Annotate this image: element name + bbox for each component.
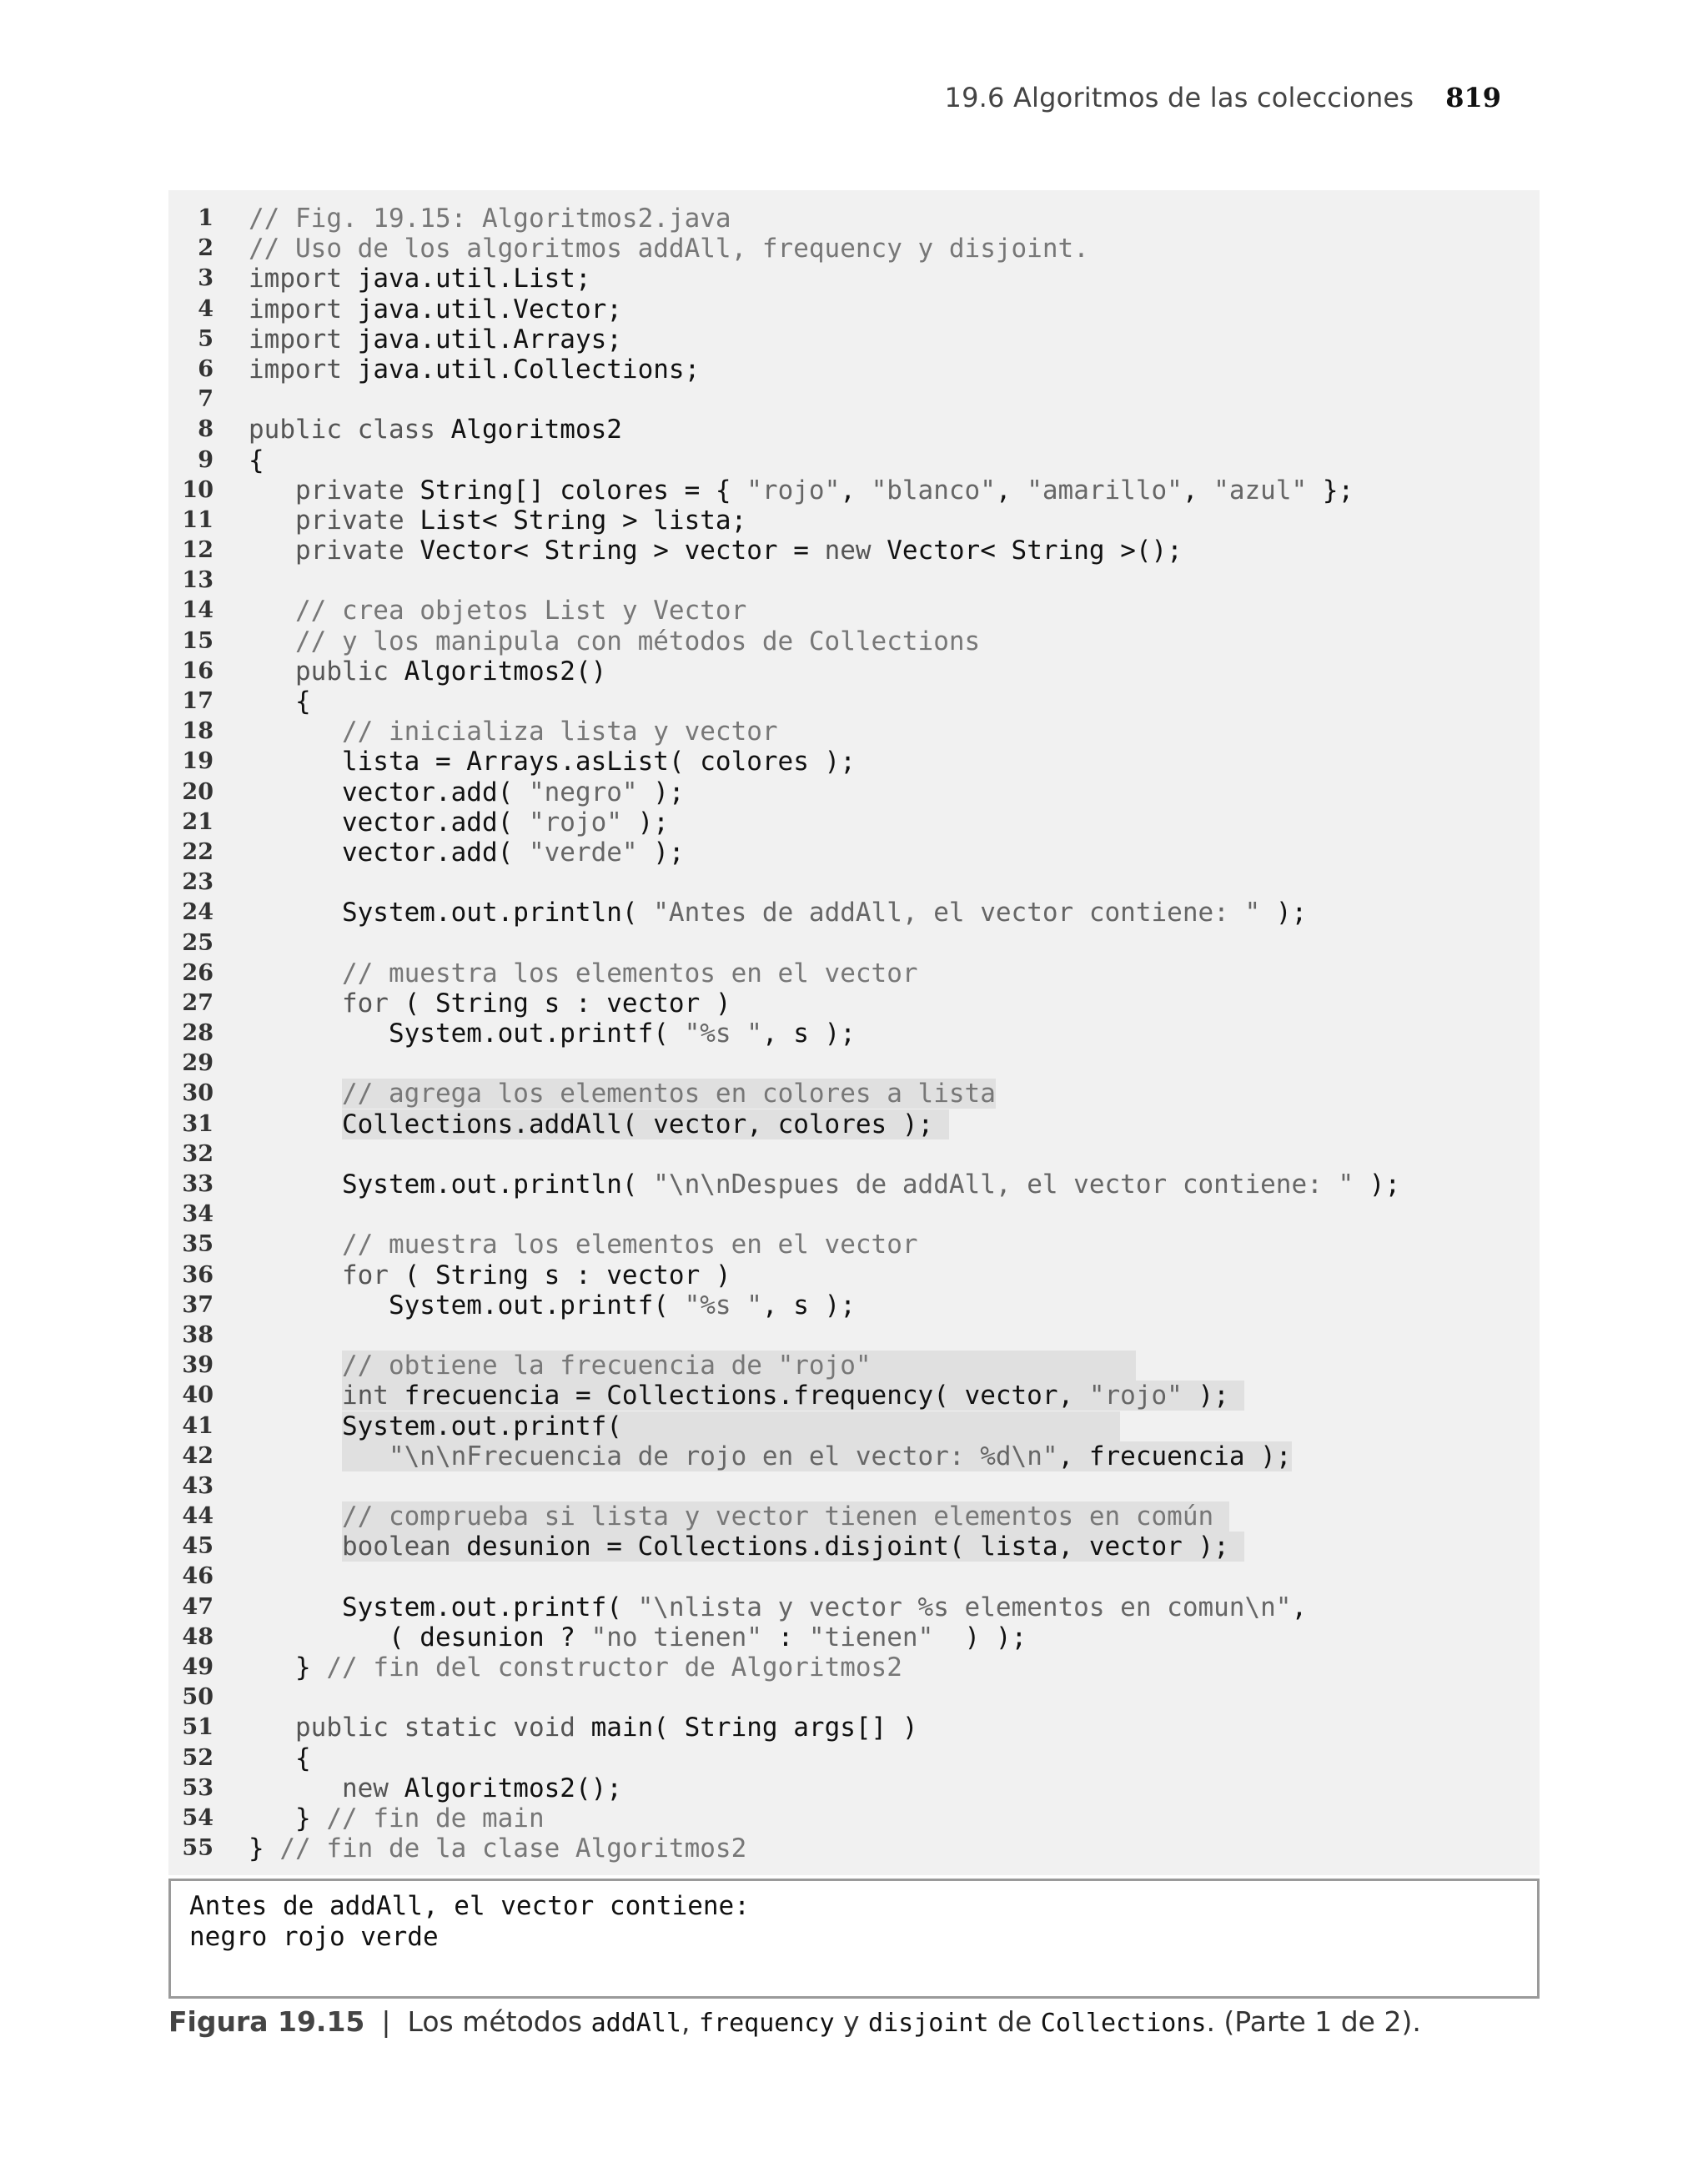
code-text — [249, 415, 622, 445]
code-comment: // Uso de los algoritmos addAll, frequency y disjoint. — [249, 234, 1089, 264]
code-comment: // comprueba si lista y vector tienen elementos en común — [341, 1501, 1229, 1532]
code-text — [249, 1290, 856, 1320]
caption-text: Los métodos — [407, 2005, 591, 2038]
code-string: "verde" — [528, 837, 638, 868]
figure-caption — [168, 2005, 1421, 2038]
code-token: ); — [621, 807, 669, 837]
code-text — [249, 1411, 1120, 1441]
code-line — [168, 1652, 1540, 1683]
code-keyword: int — [341, 1381, 404, 1411]
line-number: 41 — [182, 1412, 214, 1439]
code-token: , frecuencia ); — [1057, 1441, 1292, 1471]
code-text — [249, 1622, 1027, 1652]
code-line — [168, 1592, 1540, 1622]
code-token: main( String args[] ) — [590, 1713, 918, 1743]
code-token: , — [1182, 475, 1214, 506]
code-text — [249, 506, 746, 536]
code-string: "%s " — [684, 1290, 762, 1320]
code-line — [168, 1290, 1540, 1320]
code-line — [168, 656, 1540, 687]
code-text — [249, 837, 685, 868]
highlighted-code — [342, 1532, 1245, 1562]
code-text — [249, 1501, 1229, 1532]
caption-method-addall: addAll — [590, 2009, 681, 2038]
code-text — [249, 1230, 918, 1260]
code-line — [168, 747, 1540, 777]
code-line — [168, 1501, 1540, 1532]
line-number: 30 — [182, 1080, 214, 1107]
code-text — [249, 294, 622, 324]
code-text — [249, 445, 264, 475]
code-text — [249, 1833, 746, 1864]
line-number: 11 — [182, 506, 214, 533]
code-line — [168, 1411, 1540, 1441]
line-number: 54 — [182, 1804, 214, 1831]
caption-class-collections: Collections — [1040, 2009, 1207, 2038]
code-keyword: new — [824, 536, 887, 566]
code-token: ); — [637, 777, 685, 807]
code-token: , s ); — [761, 1290, 856, 1320]
code-line — [168, 415, 1540, 445]
code-comment: // muestra los elementos en el vector — [249, 958, 918, 988]
line-number: 4 — [198, 295, 214, 322]
line-number: 46 — [182, 1563, 214, 1590]
line-number: 34 — [182, 1201, 214, 1228]
code-keyword: public — [249, 656, 404, 687]
code-line — [168, 1773, 1540, 1803]
code-line — [168, 204, 1540, 234]
code-text — [249, 656, 606, 687]
code-line — [168, 1381, 1540, 1411]
highlighted-code — [342, 1351, 1136, 1381]
code-token: System.out.println( — [249, 1169, 654, 1200]
code-line — [168, 475, 1540, 506]
code-comment: // agrega los elementos en colores a lista — [341, 1079, 996, 1109]
code-keyword: import — [249, 324, 358, 355]
code-keyword: private — [249, 475, 420, 506]
code-token: ( String s : vector ) — [404, 1260, 731, 1290]
code-text — [249, 536, 1183, 566]
line-number: 33 — [182, 1171, 214, 1197]
highlighted-code — [342, 1079, 996, 1109]
code-string: "\nlista y vector %s elementos en comun\n" — [637, 1592, 1292, 1622]
code-string: "azul" — [1213, 475, 1308, 506]
line-number: 26 — [182, 959, 214, 986]
code-token: , s ); — [761, 1019, 856, 1049]
code-text — [249, 1381, 1244, 1411]
code-token: { — [249, 1743, 311, 1773]
line-number: 53 — [182, 1774, 214, 1801]
code-text — [249, 1351, 1136, 1381]
line-number: 36 — [182, 1261, 214, 1288]
code-text — [249, 596, 746, 626]
code-comment: // inicializa lista y vector — [249, 717, 778, 747]
code-text — [249, 1803, 545, 1833]
output-line: negro rojo verde — [189, 1922, 439, 1952]
line-number: 32 — [182, 1140, 214, 1167]
line-number: 14 — [182, 597, 214, 624]
code-line — [168, 1622, 1540, 1652]
code-text — [249, 234, 1089, 264]
code-text — [249, 324, 622, 355]
line-number: 50 — [182, 1684, 214, 1711]
code-line — [168, 958, 1540, 988]
highlighted-code — [342, 1441, 1292, 1471]
line-number: 6 — [198, 355, 214, 382]
code-token: Vector< String >(); — [887, 536, 1183, 566]
code-lines — [168, 204, 1540, 1864]
code-token: System.out.printf( — [249, 1290, 685, 1320]
code-string: "rojo" — [746, 475, 841, 506]
code-text — [249, 475, 1354, 506]
caption-separator: | — [381, 2005, 391, 2038]
code-line — [168, 777, 1540, 807]
code-line — [168, 1049, 1540, 1079]
line-number: 10 — [182, 476, 214, 503]
line-number: 20 — [182, 778, 214, 805]
caption-method-disjoint: disjoint — [868, 2009, 989, 2038]
output-line: Antes de addAll, el vector contiene: — [189, 1891, 750, 1921]
code-line — [168, 898, 1540, 928]
code-token: ); — [637, 837, 685, 868]
code-text — [249, 1109, 949, 1139]
code-token: System.out.println( — [249, 898, 654, 928]
code-string: "tienen" — [808, 1622, 934, 1652]
code-token: lista = Arrays.asList( colores ); — [249, 747, 856, 777]
line-number: 17 — [182, 688, 214, 714]
code-keyword: private — [249, 536, 420, 566]
code-line — [168, 1139, 1540, 1169]
highlighted-code — [342, 1381, 1245, 1411]
code-keyword: private — [249, 505, 420, 536]
code-listing — [168, 190, 1540, 1875]
code-token: List< String > lista; — [419, 505, 747, 536]
code-text — [249, 687, 311, 717]
line-number: 37 — [182, 1291, 214, 1318]
code-text — [249, 988, 731, 1019]
code-token: Algoritmos2() — [404, 656, 607, 687]
line-number: 24 — [182, 899, 214, 926]
code-token: desunion = Collections.disjoint( lista, vector ); — [466, 1532, 1245, 1562]
code-text — [249, 1260, 731, 1290]
code-line — [168, 626, 1540, 656]
code-line — [168, 807, 1540, 837]
code-token: java.util.Arrays; — [357, 324, 622, 355]
code-comment: // y los manipula con métodos de Collections — [249, 626, 981, 656]
code-line — [168, 355, 1540, 385]
code-token: frecuencia = Collections.frequency( vector, — [404, 1381, 1089, 1411]
code-text — [249, 355, 700, 385]
code-token: ( String s : vector ) — [404, 988, 731, 1019]
code-comment: // crea objetos List y Vector — [249, 596, 747, 626]
code-line — [168, 1351, 1540, 1381]
code-line — [168, 687, 1540, 717]
highlighted-code — [342, 1411, 1120, 1441]
line-number: 28 — [182, 1020, 214, 1047]
line-number: 47 — [182, 1593, 214, 1620]
code-token: vector.add( — [249, 807, 529, 837]
line-number: 18 — [182, 718, 214, 745]
code-string: "%s " — [684, 1019, 762, 1049]
highlighted-code — [342, 1501, 1229, 1532]
code-string: "amarillo" — [1027, 475, 1183, 506]
code-line — [168, 1200, 1540, 1230]
line-number: 51 — [182, 1714, 214, 1741]
line-number: 2 — [198, 235, 214, 262]
code-line — [168, 596, 1540, 626]
line-number: 55 — [182, 1835, 214, 1862]
line-number: 27 — [182, 989, 214, 1016]
code-line — [168, 1532, 1540, 1562]
code-token: { — [249, 445, 264, 475]
code-token: { — [249, 687, 311, 717]
code-line — [168, 1833, 1540, 1864]
line-number: 52 — [182, 1744, 214, 1771]
line-number: 9 — [198, 446, 214, 473]
code-token: System.out.printf( — [249, 1592, 638, 1622]
code-line — [168, 868, 1540, 898]
code-token: vector.add( — [249, 837, 529, 868]
code-token: Collections.addAll( vector, colores ); — [341, 1109, 949, 1139]
caption-text: y — [834, 2005, 869, 2038]
line-number: 38 — [182, 1321, 214, 1348]
line-number: 19 — [182, 748, 214, 775]
code-text — [249, 1713, 918, 1743]
code-keyword: boolean — [341, 1532, 467, 1562]
code-line — [168, 1803, 1540, 1833]
line-number: 42 — [182, 1442, 214, 1469]
code-line — [168, 234, 1540, 264]
running-head — [945, 82, 1501, 113]
code-keyword: public class — [249, 415, 451, 445]
code-line — [168, 1320, 1540, 1351]
code-keyword: for — [249, 988, 404, 1019]
code-token: ) ); — [933, 1622, 1027, 1652]
page-number: 819 — [1445, 82, 1501, 113]
code-text — [249, 777, 685, 807]
code-token: vector.add( — [249, 777, 529, 807]
line-number: 13 — [182, 567, 214, 594]
line-number: 35 — [182, 1231, 214, 1258]
code-comment: // fin de la clase Algoritmos2 — [279, 1833, 747, 1864]
line-number: 39 — [182, 1352, 214, 1379]
line-number: 15 — [182, 627, 214, 654]
code-token: , — [840, 475, 872, 506]
code-line — [168, 1019, 1540, 1049]
code-line — [168, 506, 1540, 536]
code-text — [249, 264, 591, 294]
code-token: java.util.Vector; — [357, 294, 622, 324]
code-token: } — [249, 1652, 327, 1683]
code-text — [249, 1592, 1307, 1622]
code-token: java.util.Collections; — [357, 354, 701, 385]
code-line — [168, 1713, 1540, 1743]
code-comment: // obtiene la frecuencia de "rojo" — [341, 1351, 1136, 1381]
code-token: Vector< String > vector = — [419, 536, 825, 566]
line-number: 49 — [182, 1654, 214, 1680]
code-line — [168, 837, 1540, 868]
caption-method-frequency: frequency — [698, 2009, 835, 2038]
code-comment: // fin de main — [326, 1803, 545, 1833]
code-string: "negro" — [528, 777, 638, 807]
code-line — [168, 1079, 1540, 1109]
highlighted-code — [342, 1109, 949, 1139]
line-number: 29 — [182, 1050, 214, 1077]
code-keyword: import — [249, 294, 358, 324]
line-number: 21 — [182, 808, 214, 835]
section-title: 19.6 Algoritmos de las colecciones — [944, 82, 1414, 113]
code-keyword: import — [249, 264, 358, 294]
code-token: ( desunion ? — [249, 1622, 591, 1652]
code-line — [168, 717, 1540, 747]
code-token: String[] colores = { — [419, 475, 747, 506]
code-token: , — [995, 475, 1027, 506]
code-token: , — [1291, 1592, 1308, 1622]
code-text — [249, 1019, 856, 1049]
code-string: "rojo" — [1088, 1381, 1183, 1411]
code-text — [249, 1773, 622, 1803]
figure-label: Figura 19.15 — [168, 2005, 365, 2038]
code-token: } — [249, 1833, 280, 1864]
code-string: "rojo" — [528, 807, 622, 837]
line-number: 12 — [182, 537, 214, 564]
code-line — [168, 1683, 1540, 1713]
code-string: "\n\nFrecuencia de rojo en el vector: %d\n" — [388, 1441, 1058, 1471]
code-token: System.out.printf( — [341, 1411, 1121, 1441]
code-token: ); — [1354, 1169, 1401, 1200]
code-line — [168, 536, 1540, 566]
line-number: 45 — [182, 1533, 214, 1560]
code-line — [168, 445, 1540, 475]
code-text — [249, 747, 856, 777]
code-string: "no tienen" — [590, 1622, 762, 1652]
code-text — [249, 1079, 996, 1109]
caption-text: de — [988, 2005, 1041, 2038]
code-comment: // muestra los elementos en el vector — [249, 1230, 918, 1260]
code-token: java.util.List; — [357, 264, 591, 294]
output-lines — [189, 1891, 750, 1953]
code-keyword: new — [249, 1773, 404, 1803]
code-text — [249, 1441, 1292, 1471]
line-number: 25 — [182, 929, 214, 956]
line-number: 22 — [182, 838, 214, 865]
code-string: "blanco" — [871, 475, 996, 506]
code-comment: // Fig. 19.15: Algoritmos2.java — [249, 204, 731, 234]
code-line — [168, 1169, 1540, 1200]
line-number: 23 — [182, 869, 214, 896]
code-text — [249, 958, 918, 988]
code-line — [168, 1230, 1540, 1260]
code-line — [168, 1441, 1540, 1471]
code-line — [168, 1260, 1540, 1290]
code-string: "\n\nDespues de addAll, el vector contiene: " — [653, 1169, 1354, 1200]
code-keyword: public static void — [249, 1713, 591, 1743]
code-token: System.out.printf( — [249, 1019, 685, 1049]
code-line — [168, 294, 1540, 324]
line-number: 3 — [198, 265, 214, 292]
code-line — [168, 566, 1540, 596]
caption-text: . (Parte 1 de 2). — [1206, 2005, 1421, 2038]
line-number: 44 — [182, 1503, 214, 1530]
code-line — [168, 1562, 1540, 1592]
code-token: } — [249, 1803, 327, 1833]
code-text — [249, 1743, 311, 1773]
line-number: 8 — [198, 416, 214, 443]
code-line — [168, 928, 1540, 958]
code-token: Algoritmos2 — [450, 415, 622, 445]
line-number: 40 — [182, 1382, 214, 1409]
code-text — [249, 1532, 1244, 1562]
code-token — [342, 1441, 389, 1471]
code-text — [249, 204, 731, 234]
line-number: 5 — [198, 325, 214, 352]
line-number: 48 — [182, 1623, 214, 1650]
line-number: 7 — [198, 386, 214, 413]
code-token: : — [761, 1622, 809, 1652]
code-token: ); — [1182, 1381, 1245, 1411]
code-line — [168, 988, 1540, 1019]
caption-text: , — [681, 2005, 699, 2038]
code-token: }; — [1307, 475, 1354, 506]
code-line — [168, 1743, 1540, 1773]
code-text — [249, 626, 980, 656]
code-line — [168, 264, 1540, 294]
code-text — [249, 717, 778, 747]
code-line — [168, 1471, 1540, 1501]
code-line — [168, 385, 1540, 415]
code-line — [168, 324, 1540, 355]
code-keyword: import — [249, 354, 358, 385]
line-number: 1 — [198, 205, 214, 231]
line-number: 31 — [182, 1110, 214, 1137]
line-number: 43 — [182, 1472, 214, 1499]
code-string: "Antes de addAll, el vector contiene: " — [653, 898, 1261, 928]
code-text — [249, 1169, 1400, 1200]
line-number: 16 — [182, 657, 214, 684]
code-comment: // fin del constructor de Algoritmos2 — [326, 1652, 902, 1683]
code-token: ); — [1260, 898, 1308, 928]
code-text — [249, 898, 1307, 928]
code-token: Algoritmos2(); — [404, 1773, 622, 1803]
code-text — [249, 1652, 902, 1683]
code-line — [168, 1109, 1540, 1139]
code-text — [249, 807, 669, 837]
program-output — [168, 1879, 1540, 1999]
code-keyword: for — [249, 1260, 404, 1290]
